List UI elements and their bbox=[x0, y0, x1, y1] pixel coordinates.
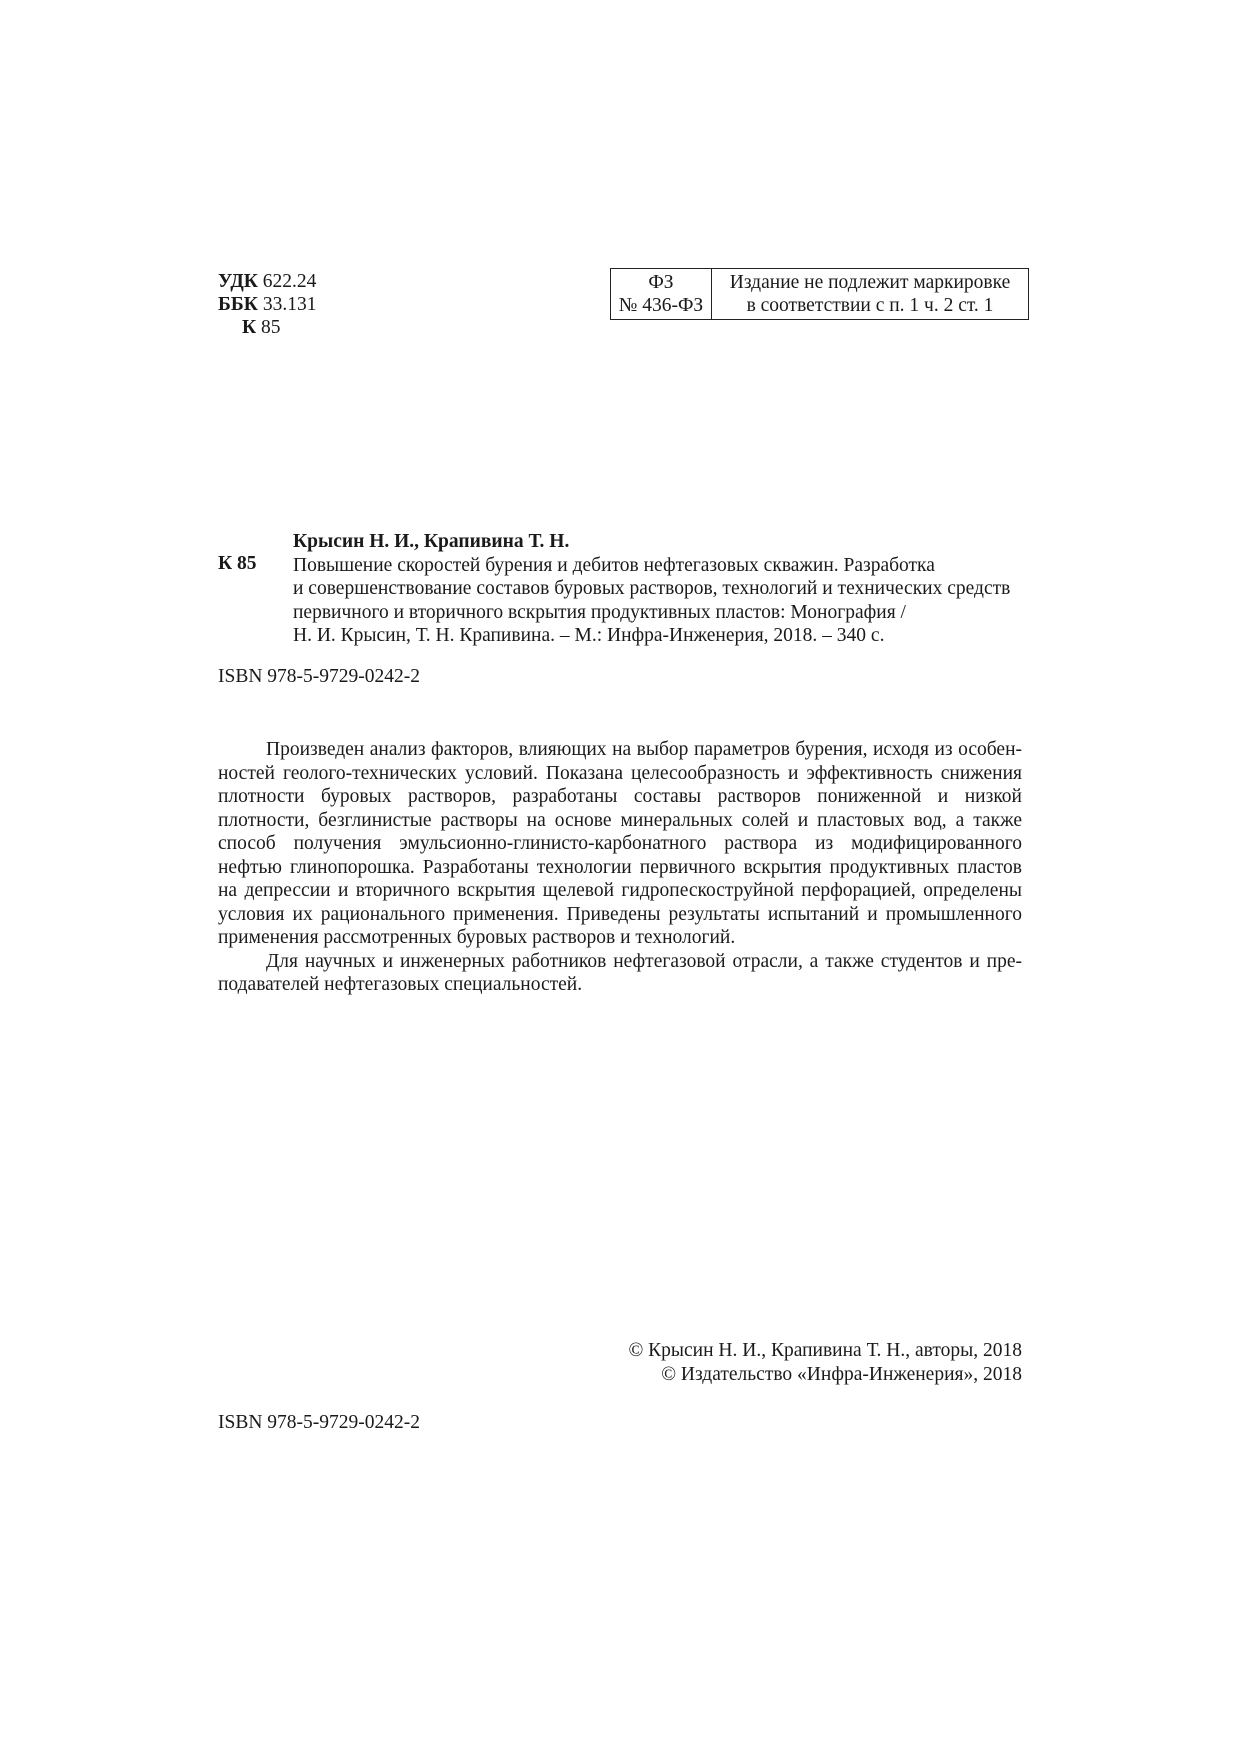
law-reference-cell bbox=[611, 269, 712, 319]
classification-block bbox=[218, 270, 316, 339]
isbn-bottom: ISBN 978-5-9729-0242-2 bbox=[218, 1412, 421, 1433]
author-mark-value: 85 bbox=[261, 317, 281, 338]
annotation bbox=[218, 738, 1022, 997]
copyright-block bbox=[560, 1339, 1022, 1387]
bbk-line bbox=[218, 293, 316, 316]
isbn-top: ISBN 978-5-9729-0242-2 bbox=[218, 666, 421, 687]
author-mark-line bbox=[218, 316, 316, 339]
law-marking-box bbox=[610, 268, 1029, 320]
bbk-value: 33.131 bbox=[262, 294, 317, 315]
bibliographic-code: К 85 bbox=[218, 553, 257, 574]
copyright-authors: © Крысин Н. И., Крапивина Т. Н., авторы, 2018 bbox=[628, 1340, 1022, 1361]
law-line-2: № 436-ФЗ bbox=[618, 295, 704, 316]
udk-line bbox=[218, 270, 316, 293]
copyright-publisher: © Издательство «Инфра-Инженерия», 2018 bbox=[661, 1364, 1022, 1385]
biblio-line: первичного и вторичного вскрытия продуктивных пластов: Монография / bbox=[293, 601, 906, 623]
biblio-line: Н. И. Крысин, Т. Н. Крапивина. – М.: Инфра-Инженерия, 2018. – 340 с. bbox=[293, 625, 885, 646]
note-line-2: в соответствии с п. 1 ч. 2 ст. 1 bbox=[746, 295, 994, 316]
marking-note-cell bbox=[712, 269, 1028, 319]
biblio-line: Повышение скоростей бурения и дебитов нефтегазовых скважин. Разработка bbox=[293, 554, 935, 576]
udk-value: 622.24 bbox=[262, 271, 317, 292]
note-line-1: Издание не подлежит маркировке bbox=[729, 272, 1011, 293]
author-mark-label: К bbox=[242, 317, 257, 338]
authors: Крысин Н. И., Крапивина Т. Н. bbox=[293, 531, 570, 552]
bibliographic-record bbox=[293, 530, 1023, 648]
biblio-line: и совершенствование составов буровых растворов, технологий и технических средств bbox=[293, 578, 1011, 599]
law-line-1: ФЗ bbox=[648, 272, 674, 293]
bbk-label: ББК bbox=[218, 294, 258, 315]
annotation-paragraph-2: Для научных и инженерных работников нефтегазовой отрасли, а также студентов и преподавателей нефтегазовых специальностей. bbox=[218, 950, 1022, 995]
annotation-paragraph-1: Произведен анализ факторов, влияющих на выбор параметров бурения, исходя из особенностей геолого-технических условий. Показана целесообразность и эффективность снижения плотности буровых растворов, разработаны составы растворов пониженной и низкой плотности, безглинистые растворы на основе минеральных солей и пластовых вод, а также способ получения эмульсионно-глинисто-карбонатного раствора из модифицированного нефтью глинопорошка. Разработаны технологии первичного вскрытия продуктивных пластов на депрессии и вторичного вскрытия щелевой гидропескоструйной перфорацией, определены условия их рационального применения. Приведены результаты испытаний и промышленного применения рассмотренных буровых растворов и технологий. bbox=[218, 739, 1022, 948]
udk-label: УДК bbox=[218, 271, 258, 292]
